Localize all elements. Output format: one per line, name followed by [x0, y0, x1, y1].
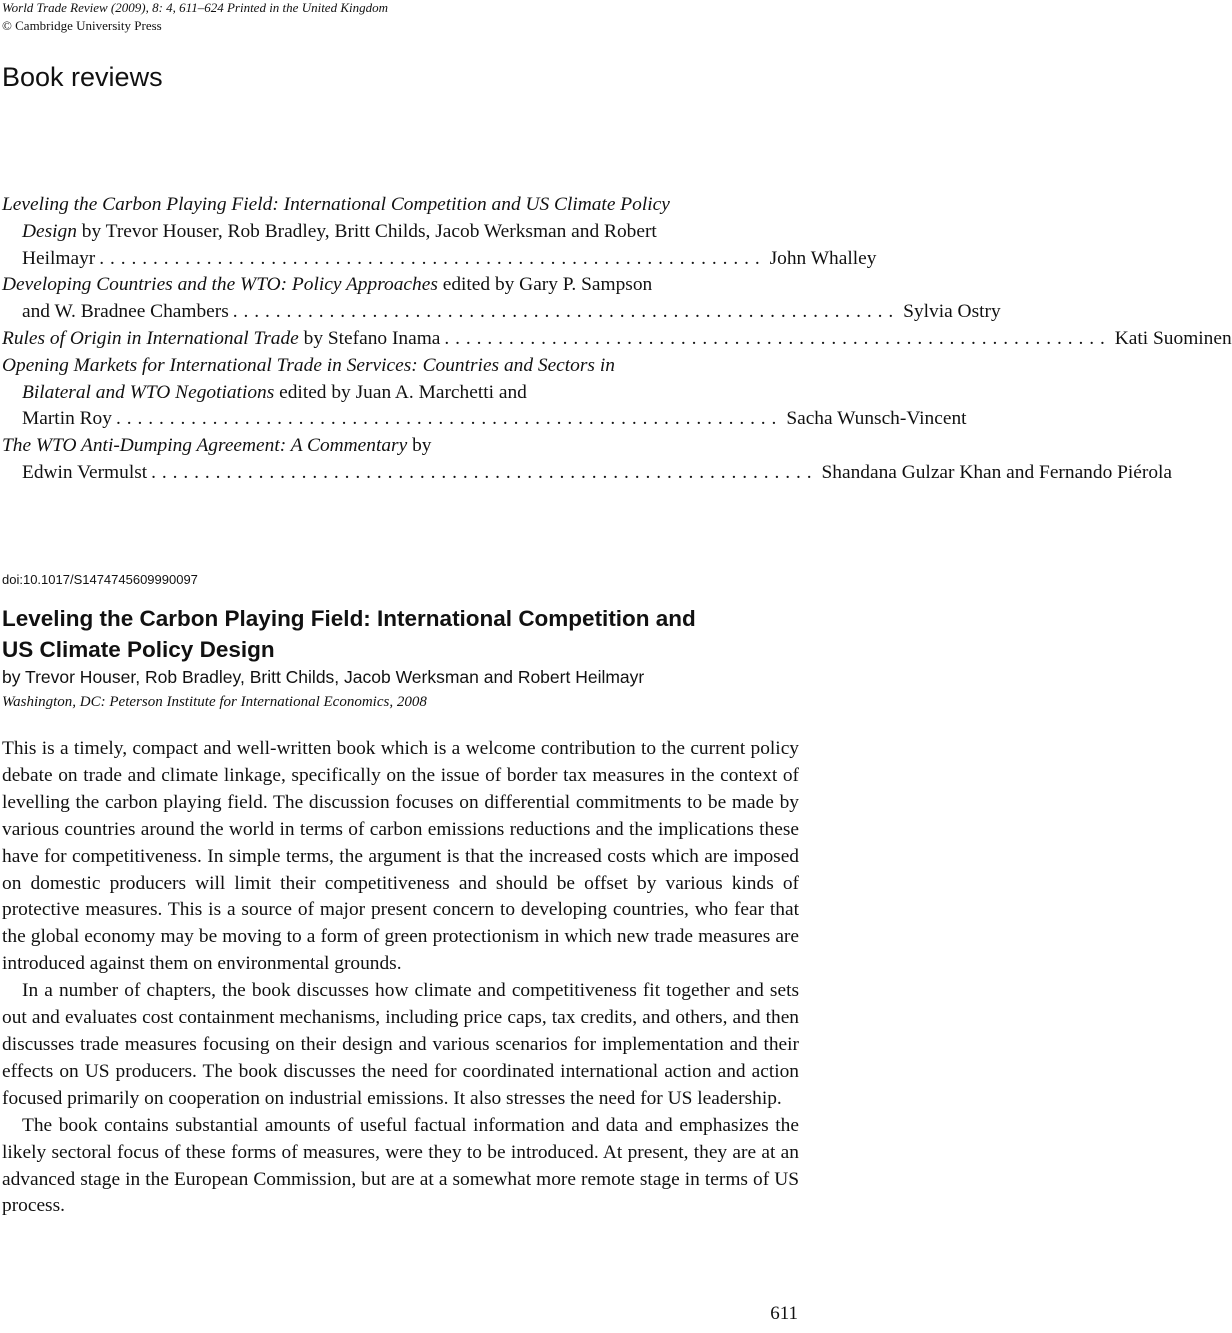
- toc-entry-4-line-1: Opening Markets for International Trade in Services: Countries and Sectors in: [2, 354, 615, 376]
- copyright-line: © Cambridge University Press: [2, 18, 162, 33]
- toc-entry-1-line-1: Leveling the Carbon Playing Field: International Competition and US Climate Policy: [2, 194, 670, 215]
- toc-reviewer: John Whalley: [769, 247, 877, 269]
- toc-entry-4-line-2: Bilateral and WTO Negotiations edited by Juan A. Marchetti and: [22, 381, 527, 403]
- review-body: [2, 736, 799, 1220]
- toc-reviewer: Kati Suominen: [1114, 327, 1232, 349]
- doi: doi:10.1017/S1474745609990097: [2, 572, 198, 587]
- toc-entry-3-line-1: Rules of Origin in International Trade by Stefano Inama .............................................................. Kati Suominen: [2, 326, 799, 353]
- paragraph: The book contains substantial amounts of useful factual information and data and emphasizes the likely sectoral focus of these forms of measures, were they to be introduced. At present, they are at an advanced stage in the European Commission, but are at a somewhat more remote stage in terms of US process.: [2, 1114, 799, 1217]
- toc-reviewer: Sylvia Ostry: [903, 301, 1001, 323]
- journal-citation: World Trade Review (2009), 8: 4, 611–624 Printed in the United Kingdom: [2, 0, 388, 15]
- leader-dots: ..............................................................: [232, 301, 900, 323]
- paragraph: In a number of chapters, the book discusses how climate and competitiveness fit together and sets out and evaluates cost containment mechanisms, including price caps, tax credits, and others, and then discusses trade measures focusing on their design and various scenarios for implementation and their effects on US producers. The book discusses the need for coordinated international action and action focused primarily on cooperation on industrial emissions. It also stresses the need for US leadership.: [2, 980, 799, 1109]
- review-publisher: Washington, DC: Peterson Institute for International Economics, 2008: [2, 694, 427, 710]
- toc-entry-4-line-3: Martin Roy .............................................................. Sacha Wunsch-Vincent: [2, 406, 799, 433]
- toc-entry-1-line-2: Design by Trevor Houser, Rob Bradley, Britt Childs, Jacob Werksman and Robert: [22, 220, 657, 242]
- page-number: 611: [770, 1303, 798, 1324]
- review-title-line-2: US Climate Policy Design: [2, 637, 275, 662]
- toc-entry-2-line-1: Developing Countries and the WTO: Policy Approaches edited by Gary P. Sampson: [2, 274, 653, 296]
- reviews-contents: [2, 192, 1232, 487]
- leader-dots: ..............................................................: [151, 461, 818, 483]
- review-title: [2, 603, 696, 665]
- leader-dots: ..............................................................: [99, 247, 766, 269]
- paragraph: This is a timely, compact and well-written book which is a welcome contribution to the current policy debate on trade and climate linkage, specifically on the issue of border tax measures in the context of levelling the carbon playing field. The discussion focuses on differential commitments to be made by various countries around the world in terms of carbon emissions reductions and the implications these have for competitiveness. In simple terms, the argument is that the increased costs which are imposed on domestic producers will limit their competitiveness and should be offset by various kinds of protective measures. This is a source of major present concern to developing countries, who fear that the global economy may be moving to a form of green protectionism in which new trade measures are introduced against them on environmental grounds.: [2, 738, 799, 975]
- section-title: Book reviews: [2, 62, 163, 92]
- toc-entry-5-line-1: The WTO Anti-Dumping Agreement: A Commentary by: [2, 435, 432, 457]
- toc-reviewer: Sacha Wunsch-Vincent: [786, 408, 967, 430]
- toc-reviewer: Shandana Gulzar Khan and Fernando Piérola: [821, 461, 1173, 483]
- toc-entry-1-line-3: Heilmayr .............................................................. John Whalley: [2, 246, 799, 273]
- toc-entry-2-line-2: and W. Bradnee Chambers .............................................................. Sylvia Ostry: [2, 299, 799, 326]
- review-authors: by Trevor Houser, Rob Bradley, Britt Childs, Jacob Werksman and Robert Heilmayr: [2, 667, 645, 687]
- toc-entry-5-line-2: Edwin Vermulst .............................................................. Shandana Gulzar Khan and Fernando Piérola: [2, 460, 799, 487]
- leader-dots: ..............................................................: [115, 408, 783, 430]
- leader-dots: ..............................................................: [444, 327, 1111, 349]
- review-title-line-1: Leveling the Carbon Playing Field: International Competition and: [2, 606, 696, 631]
